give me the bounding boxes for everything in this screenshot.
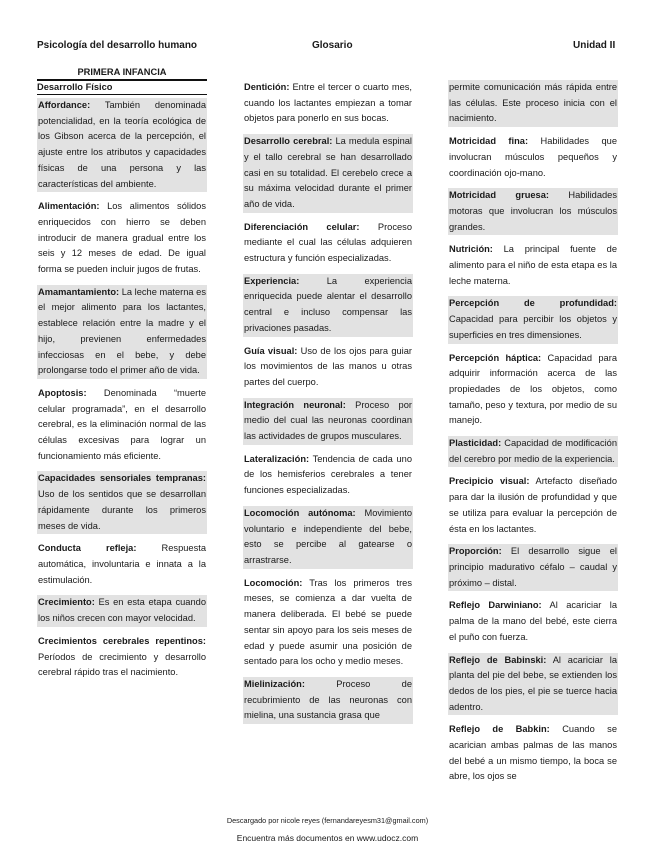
glossary-entry bbox=[448, 722, 618, 785]
glossary-definition: Habilidades que involucran músculos pequeños y coordinación ojo-mano. bbox=[449, 136, 617, 178]
glossary-entry bbox=[243, 506, 413, 569]
glossary-term: Nutrición: bbox=[449, 244, 493, 255]
glossary-entry bbox=[37, 386, 207, 465]
glossary-term: Motricidad fina: bbox=[449, 136, 529, 147]
glossary-definition: Uso de los sentidos que se desarrollan rápidamente durante los primeros meses de vida. bbox=[38, 489, 206, 531]
glossary-column-3 bbox=[448, 80, 618, 792]
glossary-term: Integración neuronal: bbox=[244, 399, 346, 410]
glossary-definition: Es en esta etapa cuando los niños crecen con mayor velocidad. bbox=[38, 597, 206, 624]
glossary-entry bbox=[448, 134, 618, 181]
glossary-term: Amamantamiento: bbox=[38, 286, 120, 297]
glossary-definition: Períodos de crecimiento y desarrollo cerebral rápido tras el nacimiento. bbox=[38, 651, 206, 678]
glossary-entry bbox=[448, 188, 618, 235]
glossary-definition: Tendencia de cada uno de los hemisferios cerebrales a tener funciones especializadas. bbox=[244, 453, 412, 496]
glossary-entry bbox=[448, 351, 618, 430]
glossary-entry bbox=[448, 474, 618, 537]
glossary-column-2 bbox=[243, 80, 413, 731]
glossary-definition: Capacidad para percibir los objetos y superficies en tres dimensiones. bbox=[449, 314, 617, 340]
footer-site-link[interactable]: Encuentra más documentos en www.udocz.com bbox=[236, 833, 419, 843]
glossary-term: Diferenciación celular: bbox=[244, 221, 360, 232]
glossary-entry bbox=[448, 653, 618, 716]
header-document-type: Glosario bbox=[312, 40, 353, 51]
section-title: PRIMERA INFANCIA bbox=[77, 67, 167, 77]
glossary-definition: Movimiento voluntario e independiente del bebe, esto se percibe al gatearse o arrastrarse. bbox=[244, 507, 412, 565]
glossary-entry bbox=[37, 634, 207, 681]
glossary-entry bbox=[243, 576, 413, 670]
glossary-entry bbox=[448, 436, 618, 467]
glossary-entry bbox=[37, 541, 207, 588]
glossary-term: Precipicio visual: bbox=[449, 476, 530, 487]
glossary-term: Reflejo Darwiniano: bbox=[449, 600, 542, 611]
glossary-definition: Entre el tercer o cuarto mes, cuando los lactantes empiezan a tomar objetos para ponerlo en sus bocas. bbox=[244, 82, 412, 124]
glossary-definition: Proceso por medio del cual las neuronas coordinan las actividades de grupos musculares. bbox=[244, 399, 412, 442]
glossary-term: Lateralización: bbox=[244, 453, 310, 464]
glossary-definition: Respuesta automática, involuntaria e innata a la estimulación. bbox=[38, 543, 206, 585]
glossary-term: Plasticidad: bbox=[449, 438, 502, 449]
footer-download-credit: Descargado por nicole reyes (fernandareyesm31@gmail.com) bbox=[226, 816, 429, 825]
header-unit: Unidad II bbox=[573, 40, 616, 51]
glossary-definition: Uso de los ojos para guiar los movimientos de las manos u otras partes del cuerpo. bbox=[244, 345, 412, 387]
glossary-definition: La experiencia enriquecida puede alentar el desarrollo central e incluso compensar las privaciones pasadas. bbox=[244, 275, 412, 333]
glossary-definition: Al acariciar la palma de la mano del bebé, este cierra el puño con fuerza. bbox=[449, 600, 617, 642]
glossary-term: Mielinización: bbox=[244, 678, 305, 689]
glossary-term: Locomoción: bbox=[244, 577, 303, 588]
glossary-entry bbox=[37, 285, 207, 379]
glossary-term: Capacidades sensoriales tempranas: bbox=[38, 473, 206, 484]
glossary-entry bbox=[243, 344, 413, 391]
subsection-title: Desarrollo Físico bbox=[37, 79, 207, 95]
glossary-entry bbox=[243, 677, 413, 724]
glossary-definition: La medula espinal y el tallo cerebral se han desarrollado casi en su totalidad. El cerebelo crece a su máxima velocidad durante el primer año de vida. bbox=[244, 136, 412, 209]
glossary-definition: Tras los primeros tres meses, se comienza a dar vuelta de manera deliberada. El bebé se puede sentar sin apoyo para los seis meses de edad y puede asumir una posición de sentado para los ocho y medio meses. bbox=[244, 577, 412, 667]
glossary-entry bbox=[243, 398, 413, 445]
glossary-entry bbox=[448, 598, 618, 645]
glossary-definition: Cuando se acarician ambas palmas de las manos del bebé a un mismo tiempo, la boca se abre, los ojos se bbox=[449, 724, 617, 782]
glossary-term: Reflejo de Babinski: bbox=[449, 654, 547, 665]
glossary-definition: Habilidades motoras que involucran los músculos grandes. bbox=[449, 190, 617, 232]
glossary-term: Affordance: bbox=[38, 100, 91, 110]
glossary-term: Proporción: bbox=[449, 546, 502, 557]
glossary-entry bbox=[243, 220, 413, 267]
glossary-entry bbox=[243, 80, 413, 127]
glossary-term: Percepción háptica: bbox=[449, 352, 542, 363]
glossary-term: Conducta refleja: bbox=[38, 543, 137, 554]
glossary-term: Motricidad gruesa: bbox=[449, 190, 549, 201]
continued-entry-text: permite comunicación más rápida entre las células. Este proceso inicia con el nacimiento. bbox=[448, 80, 618, 127]
glossary-definition: También denominada potencialidad, en la teoría ecológica de los Gibson acerca de la percepción, el ajuste entre los atributos y capacidades físicas de una persona y las características del ambiente. bbox=[38, 100, 206, 189]
glossary-definition: El desarrollo sigue el principio madurativo céfalo – caudal y próximo – distal. bbox=[449, 546, 617, 588]
glossary-definition: Proceso de recubrimiento de las neuronas con mielina, una sustancia grasa que bbox=[244, 678, 412, 721]
glossary-entry bbox=[448, 296, 618, 343]
glossary-term: Crecimientos cerebrales repentinos: bbox=[38, 635, 206, 646]
glossary-term: Apoptosis: bbox=[38, 387, 87, 398]
glossary-definition: Artefacto diseñado para dar la ilusión de profundidad y que se utiliza para evaluar la percepción de ésta en los lactantes. bbox=[449, 476, 617, 534]
entries-col2 bbox=[243, 80, 413, 724]
glossary-term: Locomoción autónoma: bbox=[244, 507, 356, 518]
glossary-definition: Capacidad de modificación del cerebro por medio de la experiencia. bbox=[449, 438, 617, 464]
glossary-term: Crecimiento: bbox=[38, 597, 95, 608]
glossary-definition: La leche materna es el mejor alimento para los lactantes, establece relación entre la madre y el hijo, previenen enfermedades infecciosas en el bebe, y debe prolongarse todo el primer año de vida. bbox=[38, 286, 206, 376]
glossary-entry bbox=[448, 242, 618, 289]
header-course-title: Psicología del desarrollo humano bbox=[37, 40, 198, 51]
glossary-entry bbox=[448, 544, 618, 591]
glossary-term: Percepción de profundidad: bbox=[449, 298, 617, 309]
glossary-definition: Los alimentos sólidos enriquecidos con hierro se deben introducir de manera gradual entre los seis y 12 meses de edad. De igual forma se pueden incluir jugos de frutas. bbox=[38, 201, 206, 275]
glossary-entry bbox=[37, 471, 207, 534]
glossary-entry bbox=[37, 199, 207, 278]
glossary-definition: Capacidad para adquirir información acerca de las propiedades de los objetos, como tamaño, peso y textura, por medio de su manejo. bbox=[449, 352, 617, 426]
glossary-definition: La principal fuente de alimento para el niño de esta etapa es la leche materna. bbox=[449, 244, 617, 286]
glossary-entry bbox=[37, 98, 207, 192]
glossary-term: Alimentación: bbox=[38, 201, 100, 212]
glossary-term: Experiencia: bbox=[244, 275, 300, 286]
glossary-term: Reflejo de Babkin: bbox=[449, 724, 550, 735]
entries-col1 bbox=[37, 98, 207, 681]
glossary-entry bbox=[243, 452, 413, 499]
glossary-column-1 bbox=[37, 66, 207, 688]
glossary-definition: Proceso mediante el cual las células adquieren estructura y función especializadas. bbox=[244, 221, 412, 264]
entries-col3 bbox=[448, 134, 618, 785]
glossary-definition: Al acariciar la planta del pie del bebe, se extienden los dedos de los pies, el pie se tuerce hacia adentro. bbox=[449, 654, 618, 712]
glossary-entry bbox=[243, 274, 413, 337]
glossary-entry bbox=[37, 595, 207, 626]
glossary-definition: Denominada “muerte celular programada”, en el desarrollo cerebral, es la eliminación normal de las células excesivas para lograr un funcionamiento más eficiente. bbox=[38, 387, 206, 461]
glossary-term: Dentición: bbox=[244, 82, 290, 92]
glossary-term: Desarrollo cerebral: bbox=[244, 136, 333, 147]
glossary-entry bbox=[243, 134, 413, 213]
glossary-term: Guía visual: bbox=[244, 345, 298, 356]
